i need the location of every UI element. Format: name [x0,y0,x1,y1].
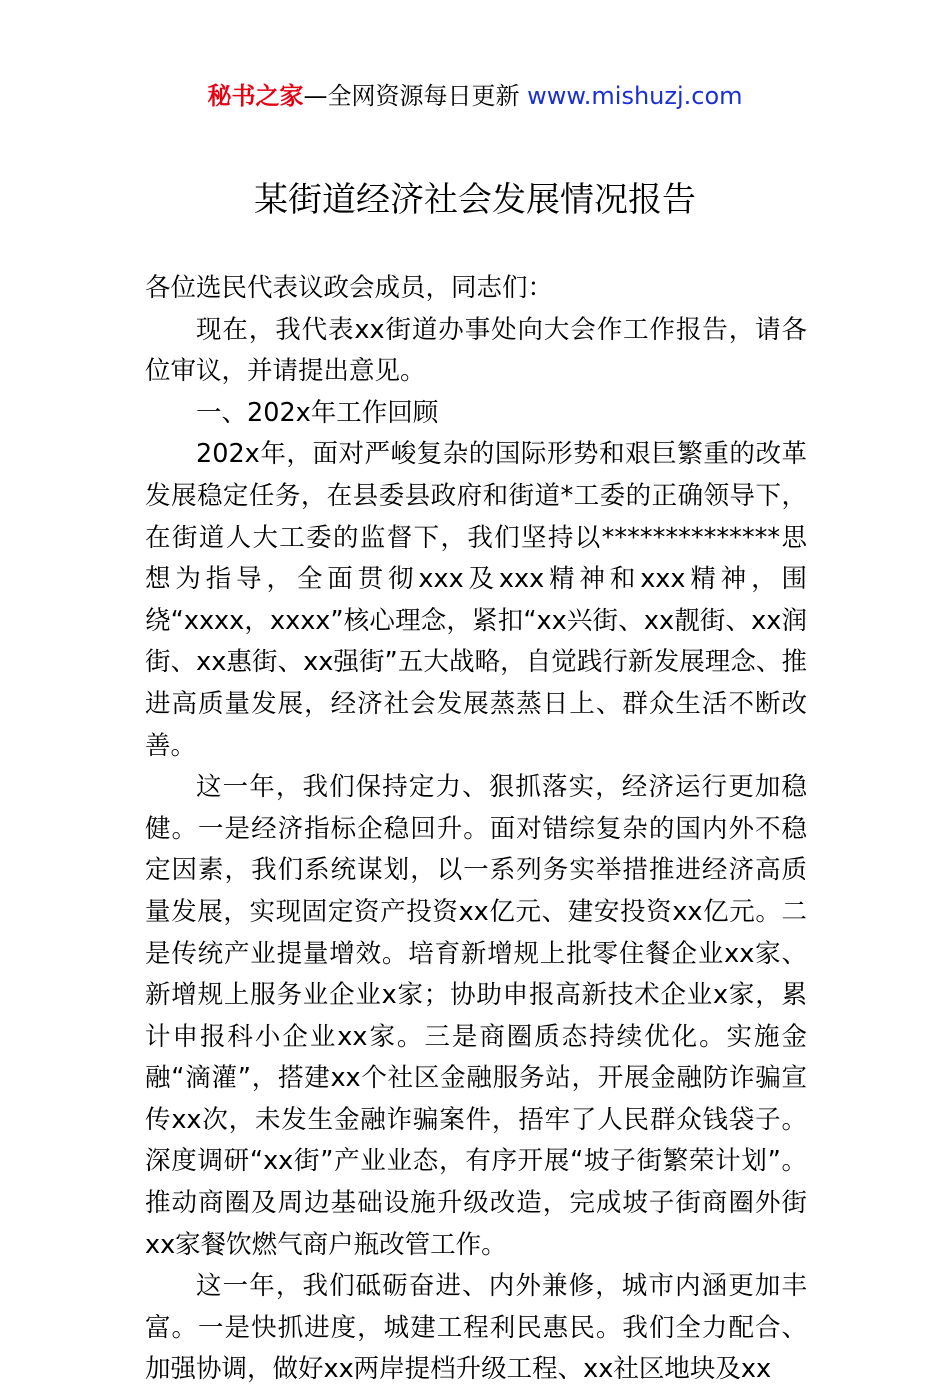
intro-paragraph: 现在，我代表xx街道办事处向大会作工作报告，请各位审议，并请提出意见。 [145,314,807,387]
section-heading: 一、202x年工作回顾 [196,397,439,428]
site-header [0,78,950,114]
salutation-paragraph: 各位选民代表议政会成员，同志们： [145,273,554,303]
body-paragraph: 202x年，面对严峻复杂的国际形势和艰巨繁重的改革发展稳定任务，在县委县政府和街道*工委的正确领导下，在街道人大工委的监督下，我们坚持以**************思想为指导，全面贯彻xxx及xxx精神和xxx精神，围绕“xxxx，xxxx”核心理念，紧扣“xx兴街、xx靓街、xx润街、xx惠街、xx强街”五大战略，自觉践行新发展理念、推进高质量发展，经济社会发展蒸蒸日上、群众生活不断改善。 [145,439,807,761]
site-tagline: —全网资源每日更新 [303,82,520,110]
body-paragraph: 这一年，我们砥砺奋进、内外兼修，城市内涵更加丰富。一是快抓进度，城建工程利民惠民。我们全力配合、加强协调，做好xx两岸提档升级工程、xx社区地块及xx [145,1271,807,1385]
document-body [145,268,807,1391]
body-paragraph: 这一年，我们保持定力、狠抓落实，经济运行更加稳健。一是经济指标企稳回升。面对错综复杂的国内外不稳定因素，我们系统谋划，以一系列务实举措推进经济高质量发展，实现固定资产投资xx亿元、建安投资xx亿元。二是传统产业提量增效。培育新增规上批零住餐企业xx家、新增规上服务业企业x家；协助申报高新技术企业x家，累计申报科小企业xx家。三是商圈质态持续优化。实施金融“滴灌”，搭建xx个社区金融服务站，开展金融防诈骗宣传xx次，未发生金融诈骗案件，捂牢了人民群众钱袋子。深度调研“xx街”产业业态，有序开展“坡子街繁荣计划”。推动商圈及周边基础设施升级改造，完成坡子街商圈外街xx家餐饮燃气商户瓶改管工作。 [145,772,807,1260]
site-url-link[interactable]: www.mishuzj.com [527,82,743,110]
document-title: 某街道经济社会发展情况报告 [254,180,696,220]
site-brand: 秘书之家 [207,82,304,110]
